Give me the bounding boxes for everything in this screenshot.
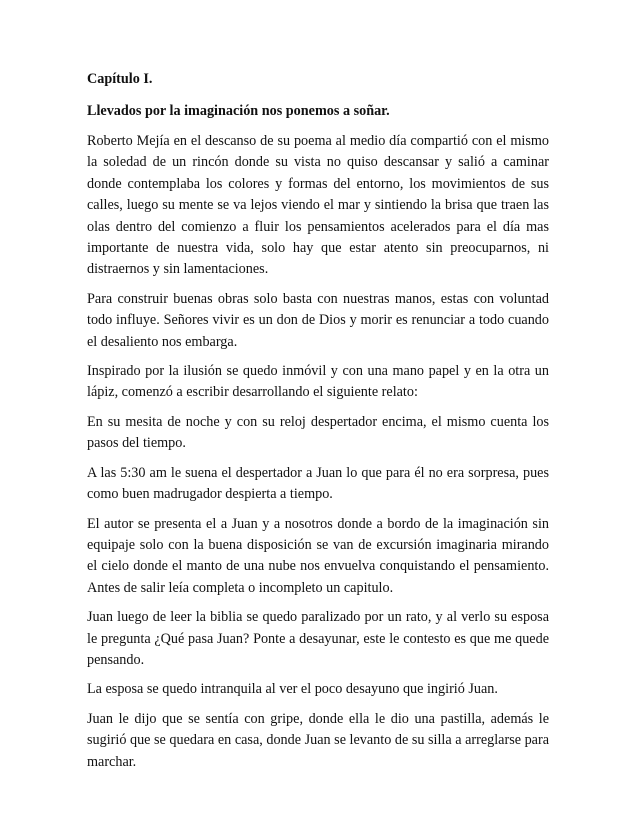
chapter-title: Capítulo I. — [87, 71, 153, 87]
paragraph: En su mesita de noche y con su reloj despertador encima, el mismo cuenta los pasos del tiempo. — [87, 413, 549, 452]
paragraph: Roberto Mejía en el descanso de su poema al medio día compartió con el mismo la soledad de un rincón donde su vista no quiso descansar y salió a caminar donde contemplaba los colores y formas del entorno, los movimientos de sus calles, luego su mente se va lejos viendo el mar y sintiendo la brisa que traen las olas dentro del comienzo a fluir los pensamientos acelerados para el día mas importante de nuestra vida, solo hay que estar atento sin preocuparnos, ni distraernos y sin lamentaciones. — [87, 133, 549, 278]
document-page — [87, 70, 549, 781]
section-heading: Llevados por la imaginación nos ponemos a soñar. — [87, 103, 390, 119]
paragraph: Juan le dijo que se sentía con gripe, donde ella le dio una pastilla, además le sugirió que se quedara en casa, donde Juan se levanto de su silla a arreglarse para marchar. — [87, 710, 549, 770]
paragraph: La esposa se quedo intranquila al ver el poco desayuno que ingirió Juan. — [87, 681, 498, 698]
paragraph: A las 5:30 am le suena el despertador a Juan lo que para él no era sorpresa, pues como buen madrugador despierta a tiempo. — [87, 464, 549, 503]
paragraph: El autor se presenta el a Juan y a nosotros donde a bordo de la imaginación sin equipaje solo con la buena disposición se van de excursión imaginaria mirando el cielo donde el manto de una nube nos envuelva conquistando el pensamiento. Antes de salir leía completa o incompleto un capitulo. — [87, 515, 549, 596]
paragraph: Inspirado por la ilusión se quedo inmóvil y con una mano papel y en la otra un lápiz, comenzó a escribir desarrollando el siguiente relato: — [87, 363, 549, 401]
paragraph: Juan luego de leer la biblia se quedo paralizado por un rato, y al verlo su esposa le pregunta ¿Qué pasa Juan? Ponte a desayunar, este le contesto es que me quede pensando. — [87, 609, 549, 668]
paragraph: Para construir buenas obras solo basta con nuestras manos, estas con voluntad todo influye. Señores vivir es un don de Dios y morir es renunciar a todo cuando el desaliento nos embarga. — [87, 290, 549, 350]
